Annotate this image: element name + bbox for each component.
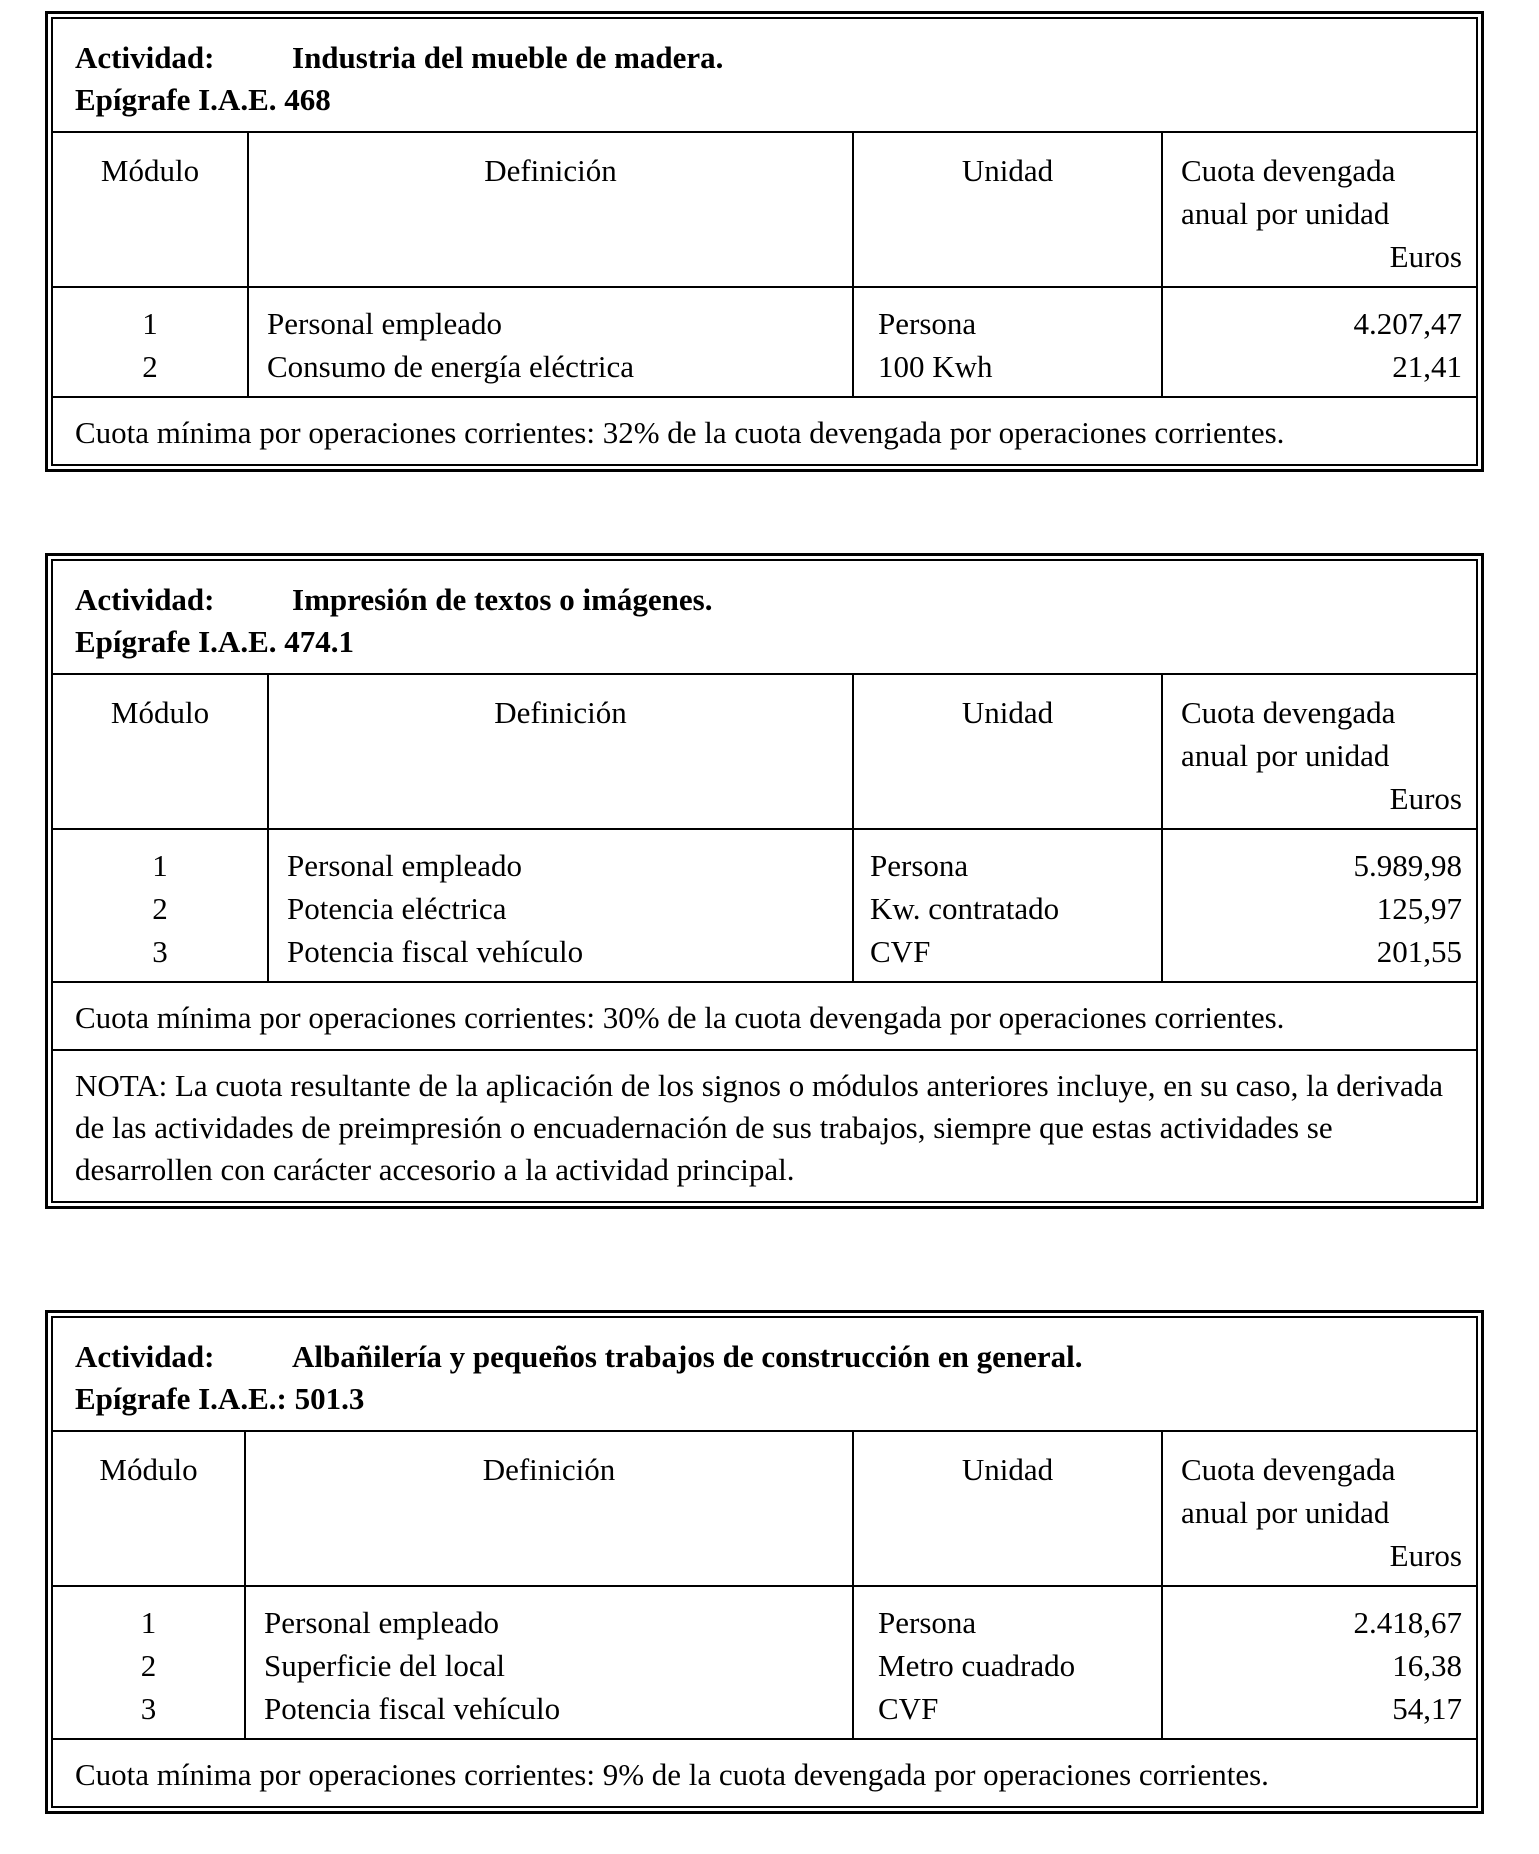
cuota-value: 201,55 (1376, 934, 1462, 969)
header-cuota (1161, 133, 1476, 286)
activity-label: Actividad: (75, 1339, 215, 1374)
activity-name: Impresión de textos o imágenes. (292, 582, 713, 617)
activity-header (53, 561, 1476, 675)
unidad-text: Metro cuadrado (878, 1648, 1076, 1683)
unidad-text: Kw. contratado (870, 891, 1060, 926)
data-row-group (53, 1587, 1476, 1738)
modulo-number: 2 (142, 349, 158, 384)
nota-text: NOTA: La cuota resultante de la aplicación de los signos o módulos anteriores incluye, en su caso, la derivada de las actividades de preimpresión o encuadernación de sus trabajos, siempre que estas actividades se desarrollen con carácter accesorio a la actividad principal. (53, 1049, 1476, 1201)
activity-header (53, 19, 1476, 133)
cuota-column (1161, 830, 1476, 981)
activity-name: Industria del mueble de madera. (292, 40, 724, 75)
cuota-column (1161, 288, 1476, 396)
definicion-text: Potencia eléctrica (287, 891, 507, 926)
activity-table-frame (51, 1316, 1478, 1808)
header-unidad: Unidad (852, 1432, 1161, 1585)
header-cuota-line-3: Euros (1389, 781, 1462, 816)
modulo-number: 1 (152, 848, 168, 883)
activity-line (75, 579, 1452, 621)
column-header-row (53, 133, 1476, 288)
modulo-number: 2 (140, 1648, 157, 1683)
definicion-text: Superficie del local (264, 1648, 506, 1683)
activity-line (75, 1336, 1452, 1378)
modulo-number: 3 (152, 934, 168, 969)
definicion-column (267, 830, 852, 981)
activity-label: Actividad: (75, 582, 215, 617)
cuota-value: 16,38 (1392, 1648, 1462, 1683)
header-cuota-line-1: Cuota devengada (1181, 695, 1396, 730)
header-definicion: Definición (244, 1432, 852, 1585)
cuota-value: 4.207,47 (1353, 306, 1462, 341)
modulo-number: 3 (140, 1691, 157, 1726)
modulo-column (53, 1587, 244, 1738)
data-row-group (53, 830, 1476, 981)
unidad-text: Persona (878, 1605, 977, 1640)
activity-header (53, 1318, 1476, 1432)
epigrafe: Epígrafe I.A.E. 468 (75, 82, 331, 117)
definicion-text: Potencia fiscal vehículo (264, 1691, 561, 1726)
header-modulo: Módulo (99, 1452, 198, 1487)
definicion-text: Potencia fiscal vehículo (287, 934, 584, 969)
header-cuota (1161, 675, 1476, 828)
unidad-text: CVF (878, 1691, 939, 1726)
cuota-value: 54,17 (1392, 1691, 1462, 1726)
modulo-column (53, 288, 247, 396)
modulo-number: 2 (152, 891, 168, 926)
unidad-column (852, 830, 1161, 981)
activity-table-1 (45, 11, 1484, 472)
activity-table-2 (45, 553, 1484, 1209)
cuota-minima-note: Cuota mínima por operaciones corrientes: 9% de la cuota devengada por operaciones corrientes. (53, 1738, 1476, 1806)
activity-table-3 (45, 1310, 1484, 1814)
cuota-value: 21,41 (1392, 349, 1462, 384)
definicion-text: Personal empleado (267, 306, 503, 341)
modulo-number: 1 (142, 306, 158, 341)
epigrafe: Epígrafe I.A.E.: 501.3 (75, 1381, 365, 1416)
unidad-text: Persona (878, 306, 977, 341)
activity-label: Actividad: (75, 40, 215, 75)
column-header-row (53, 675, 1476, 830)
header-cuota-line-2: anual por unidad (1181, 738, 1390, 773)
cuota-value: 125,97 (1376, 891, 1462, 926)
definicion-text: Consumo de energía eléctrica (267, 349, 634, 384)
header-cuota-line-1: Cuota devengada (1181, 1452, 1396, 1487)
definicion-text: Personal empleado (287, 848, 523, 883)
activity-table-frame (51, 559, 1478, 1203)
modulo-column (53, 830, 267, 981)
header-cuota-line-3: Euros (1389, 1538, 1462, 1573)
unidad-text: 100 Kwh (878, 349, 993, 384)
cuota-value: 5.989,98 (1353, 848, 1462, 883)
header-cuota-line-1: Cuota devengada (1181, 153, 1396, 188)
header-cuota-line-2: anual por unidad (1181, 196, 1390, 231)
activity-line (75, 37, 1452, 79)
header-definicion: Definición (247, 133, 852, 286)
header-modulo: Módulo (110, 695, 210, 730)
definicion-column (247, 288, 852, 396)
unidad-column (852, 1587, 1161, 1738)
cuota-minima-note: Cuota mínima por operaciones corrientes: 30% de la cuota devengada por operaciones corrientes. (53, 981, 1476, 1049)
activity-table-frame (51, 17, 1478, 466)
epigrafe: Epígrafe I.A.E. 474.1 (75, 624, 354, 659)
column-header-row (53, 1432, 1476, 1587)
data-row-group (53, 288, 1476, 396)
unidad-text: Persona (870, 848, 969, 883)
activity-name: Albañilería y pequeños trabajos de construcción en general. (292, 1339, 1083, 1374)
header-unidad: Unidad (852, 675, 1161, 828)
header-modulo: Módulo (100, 153, 200, 188)
definicion-text: Personal empleado (264, 1605, 500, 1640)
header-cuota-line-2: anual por unidad (1181, 1495, 1390, 1530)
modulo-number: 1 (140, 1605, 157, 1640)
definicion-column (244, 1587, 852, 1738)
cuota-minima-note: Cuota mínima por operaciones corrientes: 32% de la cuota devengada por operaciones corrientes. (53, 396, 1476, 464)
unidad-text: CVF (870, 934, 931, 969)
header-cuota (1161, 1432, 1476, 1585)
header-unidad: Unidad (852, 133, 1161, 286)
cuota-column (1161, 1587, 1476, 1738)
unidad-column (852, 288, 1161, 396)
cuota-value: 2.418,67 (1353, 1605, 1462, 1640)
header-definicion: Definición (267, 675, 852, 828)
header-cuota-line-3: Euros (1389, 239, 1462, 274)
